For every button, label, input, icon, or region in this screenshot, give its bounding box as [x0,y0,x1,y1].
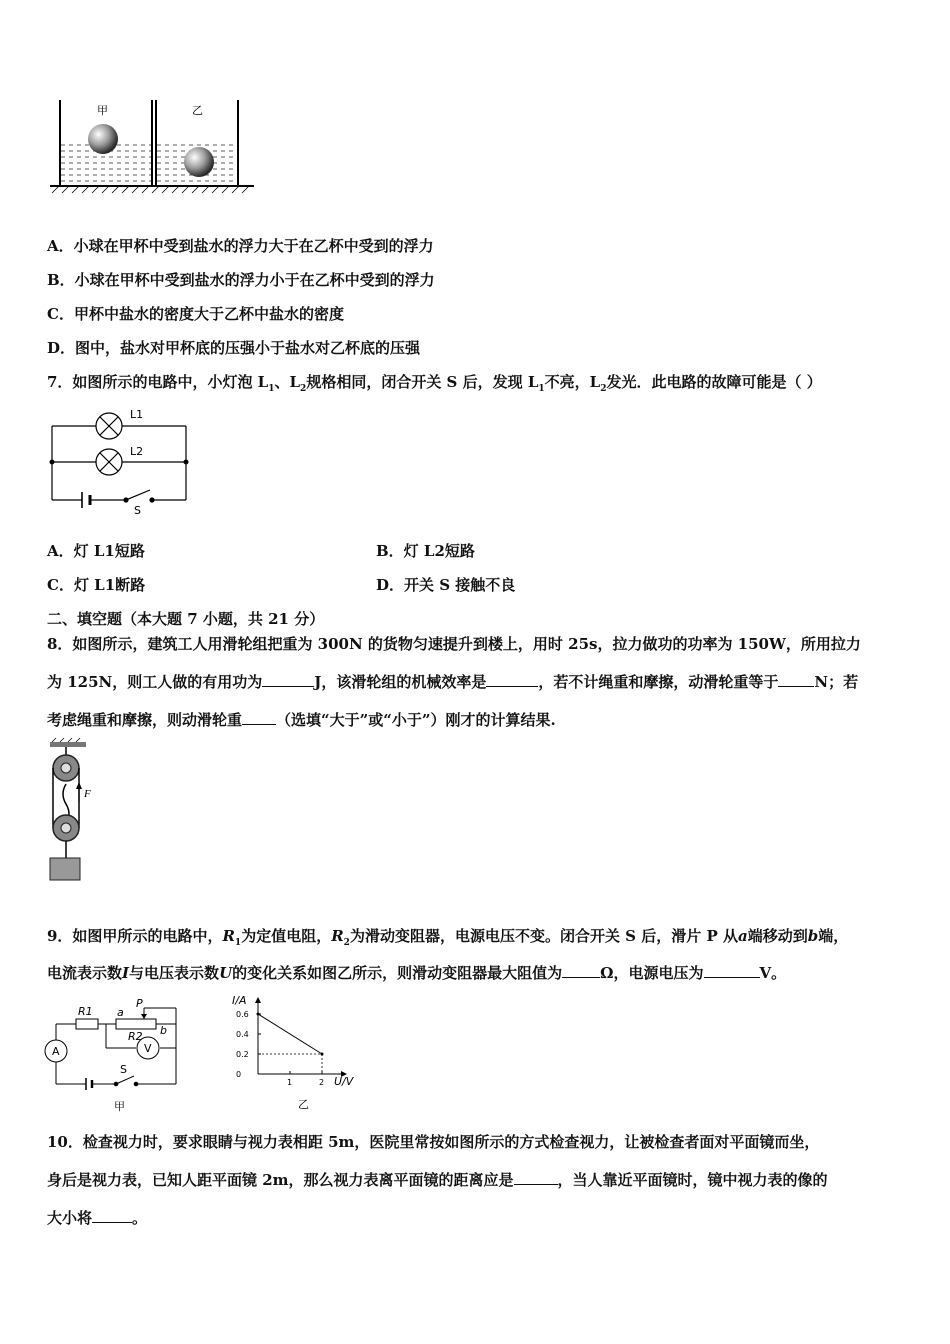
label-l2: L2 [130,445,144,458]
rheostat-r2 [116,1019,156,1029]
cup-label-jia: 甲 [97,104,108,117]
q9-blank-2[interactable] [704,963,760,978]
caption-jia: 甲 [114,1100,125,1113]
section-2-title: 二、填空题（本大题 7 小题，共 21 分） [47,610,325,628]
q8-blank-4[interactable] [242,710,276,725]
q8-line-2: 为 125N，则工人做的有用功为 J，该滑轮组的机械效率是 ，若不计绳重和摩擦，动滑轮重等于 N；若 [47,673,859,691]
label-p: P [136,997,143,1010]
q10-blank-1[interactable] [514,1170,558,1185]
data-point [321,1053,324,1056]
q6-option-a: A．小球在甲杯中受到盐水的浮力大于在乙杯中受到的浮力 [47,237,434,255]
label-switch: S [120,1063,127,1076]
q9-line-2: 电流表示数I与电压表示数U的变化关系如图乙所示，则滑动变阻器最大阻值为 Ω，电源电压为 V。 [47,964,787,982]
ball-jia [88,124,118,154]
y-tick-label: 0 [236,1070,242,1079]
q6-option-c: C．甲杯中盐水的密度大于乙杯中盐水的密度 [47,305,344,323]
data-line [258,1014,322,1054]
q10-line-2: 身后是视力表，已知人距平面镜 2m，那么视力表离平面镜的距离应是 ，当人靠近平面镜时，镜中视力表的像的 [47,1171,828,1189]
q6-option-d: D．图中，盐水对甲杯底的压强小于盐水对乙杯底的压强 [47,339,421,357]
q7-option-b: B．灯 L2短路 [376,542,475,560]
label-l1: L1 [130,408,144,421]
label-ammeter: A [52,1045,60,1058]
label-s: S [134,504,141,517]
q9-line-1: 9．如图甲所示的电路中，$R_1$为定值电阻，$R_2$为滑动变阻器，电源电压不变。闭合开关 S 后，滑片 P 从a端移动到b端， [47,927,849,948]
data-point [257,1013,260,1016]
cups-figure [44,100,264,195]
y-tick-label: 0.6 [236,1010,249,1019]
q8-line-1: 8．如图所示，建筑工人用滑轮组把重为 300N 的货物匀速提升到楼上，用时 25s，拉力做功的功率为 150W，所用拉力 [47,635,861,653]
q9-blank-1[interactable] [562,963,600,978]
label-r1: R1 [78,1005,93,1018]
x-tick-label: 1 [287,1078,293,1087]
graph-xlabel: U/V [334,1075,354,1088]
label-b: b [160,1024,167,1037]
q10-line-3: 大小将 。 [47,1209,148,1227]
graph-ylabel: I/A [232,994,247,1007]
x-tick-label: 2 [319,1078,325,1087]
iv-graph [226,996,366,1116]
q7-circuit-figure [46,404,196,516]
q8-blank-1[interactable] [262,672,314,687]
cargo-block [50,858,80,880]
q7-stem: 7．如图所示的电路中，小灯泡 $L_1$、$L_2$规格相同，闭合开关 S 后，发现 $L_1$不亮，$L_2$发光．此电路的故障可能是（ ） [47,373,822,394]
q7-option-d: D．开关 S 接触不良 [376,576,516,594]
ball-yi [184,147,214,177]
label-voltmeter: V [144,1042,152,1055]
pulley-figure [46,740,116,890]
y-tick-label: 0.2 [236,1050,249,1059]
y-tick-label: 0.4 [236,1030,249,1039]
q10-line-1: 10．检查视力时，要求眼睛与视力表相距 5m，医院里常按如图所示的方式检查视力，让被检查者面对平面镜而坐， [47,1133,820,1151]
y-axis-arrow [255,997,261,1003]
label-r2: R2 [128,1030,143,1043]
q8-blank-2[interactable] [486,672,538,687]
q6-option-b: B．小球在甲杯中受到盐水的浮力小于在乙杯中受到的浮力 [47,271,435,289]
resistor-r1 [76,1019,98,1029]
q7-option-c: C．灯 L1断路 [47,576,146,594]
q7-option-a: A．灯 L1短路 [47,542,145,560]
q10-blank-2[interactable] [92,1208,132,1223]
q8-line-3: 考虑绳重和摩擦，则动滑轮重 （选填“大于”或“小于”）刚才的计算结果. [47,711,556,729]
force-label: F [84,788,91,800]
label-a: a [117,1006,124,1019]
q8-blank-3[interactable] [778,672,814,687]
cup-label-yi: 乙 [192,104,203,117]
q9-circuit-figure [44,997,194,1115]
graph-caption: 乙 [298,1098,309,1111]
